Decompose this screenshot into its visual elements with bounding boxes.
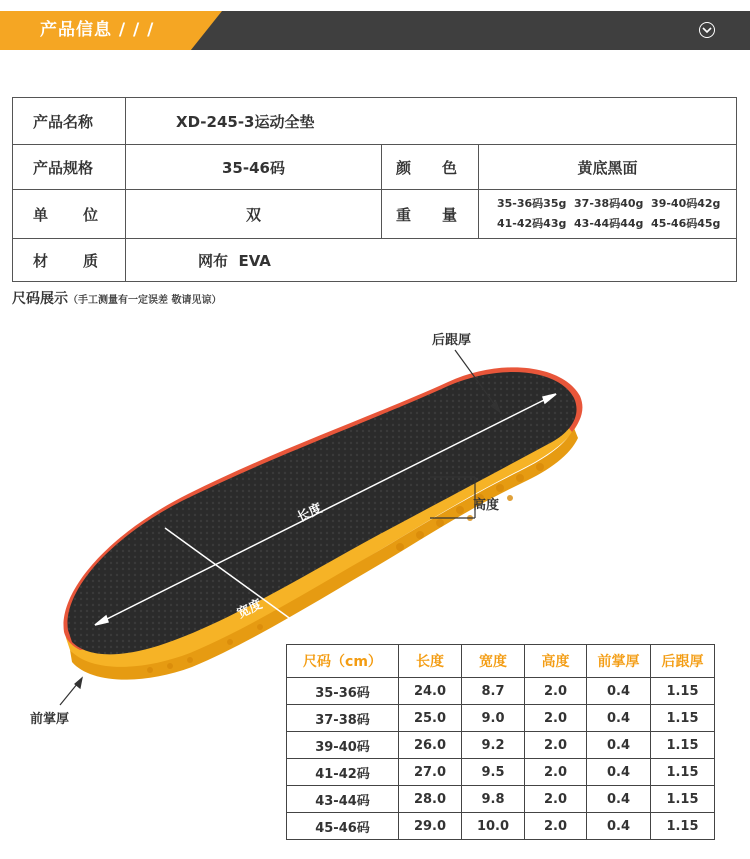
heel-cell: 1.15 xyxy=(651,705,715,732)
size-table-header-cell: 宽度 xyxy=(462,645,525,678)
color-label-a: 颜 xyxy=(396,158,412,177)
size-cell: 41-42码 xyxy=(287,759,399,786)
size-table-row xyxy=(287,705,715,732)
length-cell: 24.0 xyxy=(399,678,462,705)
length-cell: 27.0 xyxy=(399,759,462,786)
forefoot-cell: 0.4 xyxy=(587,705,651,732)
forefoot-cell: 0.4 xyxy=(587,759,651,786)
height-cell: 2.0 xyxy=(525,813,587,840)
size-table-header xyxy=(287,645,715,678)
size-cell: 39-40码 xyxy=(287,732,399,759)
height-label: 高度 xyxy=(473,498,500,513)
forefoot-cell: 0.4 xyxy=(587,786,651,813)
size-table-header-cell: 长度 xyxy=(399,645,462,678)
size-table-row xyxy=(287,813,715,840)
material-label xyxy=(13,239,126,282)
heel-cell: 1.15 xyxy=(651,813,715,840)
length-cell: 28.0 xyxy=(399,786,462,813)
material-label-a: 材 xyxy=(33,251,49,270)
length-cell: 29.0 xyxy=(399,813,462,840)
weight-line-1: 35-36码35g 37-38码40g 39-40码42g xyxy=(497,197,721,210)
width-cell: 9.8 xyxy=(462,786,525,813)
size-table-header-cell: 尺码（cm） xyxy=(287,645,399,678)
height-cell: 2.0 xyxy=(525,759,587,786)
forefoot-cell: 0.4 xyxy=(587,813,651,840)
heel-cell: 1.15 xyxy=(651,732,715,759)
size-table-row xyxy=(287,786,715,813)
length-cell: 25.0 xyxy=(399,705,462,732)
color-value: 黄底黑面 xyxy=(479,145,737,190)
weight-label-b: 量 xyxy=(442,205,458,224)
weight-value xyxy=(479,190,737,239)
size-label: 产品规格 xyxy=(13,145,126,190)
spec-row-material xyxy=(13,239,737,282)
unit-label-a: 单 xyxy=(33,205,49,224)
width-cell: 9.5 xyxy=(462,759,525,786)
size-table-row xyxy=(287,759,715,786)
material-label-b: 质 xyxy=(83,251,99,270)
size-table-header-cell: 前掌厚 xyxy=(587,645,651,678)
color-label-b: 色 xyxy=(442,158,458,177)
size-cell: 45-46码 xyxy=(287,813,399,840)
size-table xyxy=(286,644,715,840)
chevron-down-circle-icon[interactable] xyxy=(699,22,715,38)
size-table-header-cell: 高度 xyxy=(525,645,587,678)
spec-row-name xyxy=(13,98,737,145)
width-cell: 10.0 xyxy=(462,813,525,840)
size-cell: 35-36码 xyxy=(287,678,399,705)
page-title: 产品信息 / / / xyxy=(40,20,155,40)
height-cell: 2.0 xyxy=(525,678,587,705)
size-section-heading xyxy=(12,288,221,308)
width-cell: 8.7 xyxy=(462,678,525,705)
spec-row-unit xyxy=(13,190,737,239)
heel-cell: 1.15 xyxy=(651,786,715,813)
size-value: 35-46码 xyxy=(126,145,382,190)
height-cell: 2.0 xyxy=(525,786,587,813)
spec-table xyxy=(12,97,737,282)
size-cell: 43-44码 xyxy=(287,786,399,813)
height-cell: 2.0 xyxy=(525,732,587,759)
length-label: 长度 xyxy=(294,500,325,526)
name-value: XD-245-3运动全垫 xyxy=(126,98,737,145)
size-cell: 37-38码 xyxy=(287,705,399,732)
width-label: 宽度 xyxy=(234,596,265,622)
forefoot-cell: 0.4 xyxy=(587,732,651,759)
weight-label-a: 重 xyxy=(396,205,412,224)
length-cell: 26.0 xyxy=(399,732,462,759)
width-cell: 9.0 xyxy=(462,705,525,732)
unit-value: 双 xyxy=(126,190,382,239)
spec-row-size xyxy=(13,145,737,190)
width-cell: 9.2 xyxy=(462,732,525,759)
heel-cell: 1.15 xyxy=(651,759,715,786)
forefoot-cell: 0.4 xyxy=(587,678,651,705)
unit-label-b: 位 xyxy=(83,205,99,224)
size-table-row xyxy=(287,732,715,759)
heel-thickness-label: 后跟厚 xyxy=(432,333,472,348)
size-table-row xyxy=(287,678,715,705)
size-section-note: （手工测量有一定误差 敬请见谅） xyxy=(68,295,222,306)
weight-line-2: 41-42码43g 43-44码44g 45-46码45g xyxy=(497,217,721,230)
height-cell: 2.0 xyxy=(525,705,587,732)
name-label: 产品名称 xyxy=(13,98,126,145)
color-label xyxy=(382,145,479,190)
forefoot-thickness-label: 前掌厚 xyxy=(30,712,70,727)
heel-cell: 1.15 xyxy=(651,678,715,705)
weight-label xyxy=(382,190,479,239)
unit-label xyxy=(13,190,126,239)
forefoot-pointer xyxy=(60,678,82,705)
size-table-header-cell: 后跟厚 xyxy=(651,645,715,678)
size-section-title: 尺码展示 xyxy=(12,291,68,307)
material-value: 网布 EVA xyxy=(126,239,737,282)
